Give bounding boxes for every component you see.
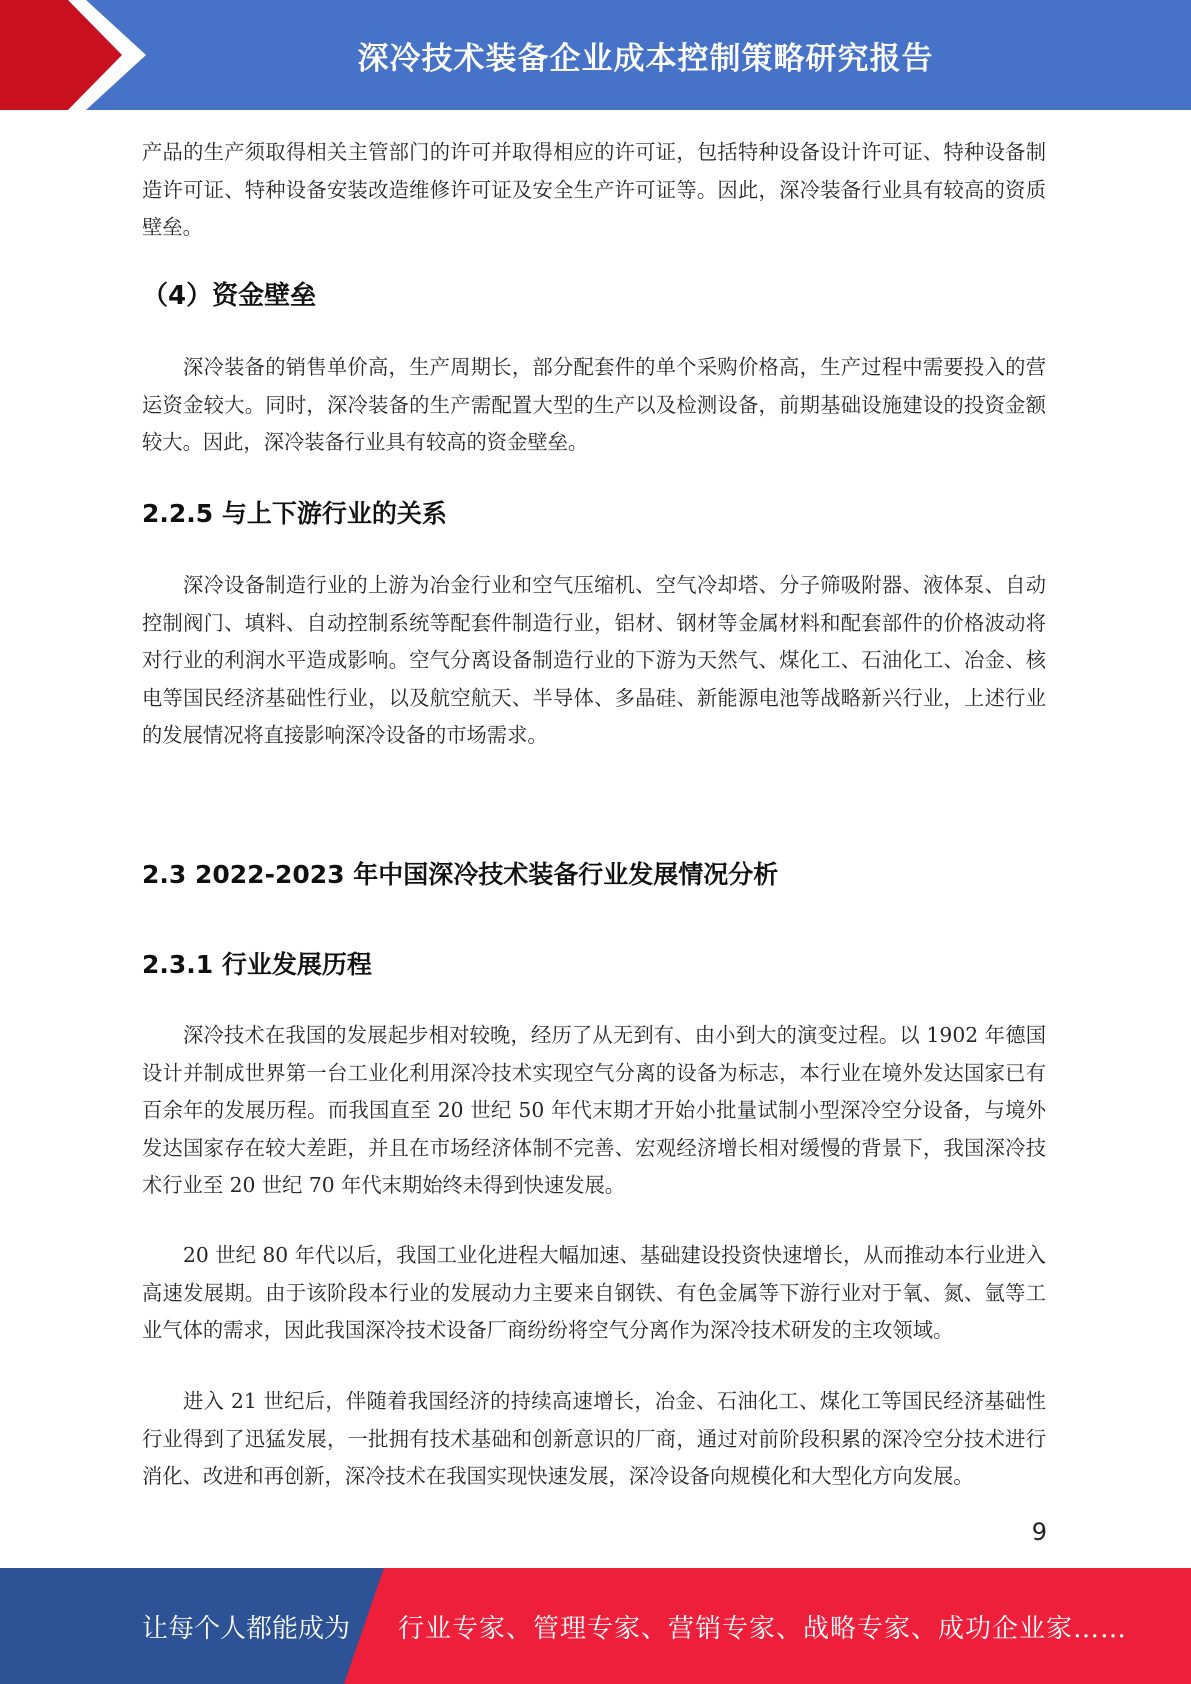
paragraph-qualification-barrier: 产品的生产须取得相关主管部门的许可并取得相应的许可证，包括特种设备设计许可证、特种设备制造许可证、特种设备安装改造维修许可证及安全生产许可证等。因此，深冷装备行业具有较高的资质壁垒。 [142, 140, 1046, 239]
footer-slogan-left: 让每个人都能成为 [142, 1613, 351, 1644]
paragraph-upstream-downstream: 深冷设备制造行业的上游为冶金行业和空气压缩机、空气冷却塔、分子筛吸附器、液体泵、自动控制阀门、填料、自动控制系统等配套件制造行业，铝材、钢材等金属材料和配套部件的价格波动将对行业的利润水平造成影响。空气分离设备制造行业的下游为天然气、煤化工、石油化工、冶金、核电等国民经济基础性行业，以及航空航天、半导体、多晶硅、新能源电池等战略新兴行业，上述行业的发展情况将直接影响深冷设备的市场需求。 [142, 573, 1046, 747]
header-arrow-decoration [0, 0, 160, 110]
paragraph-history-2: 20 世纪 80 年代以后，我国工业化进程大幅加速、基础建设投资快速增长，从而推动本行业进入高速发展期。由于该阶段本行业的发展动力主要来自钢铁、有色金属等下游行业对于氧、氮、氩等工业气体的需求，因此我国深冷技术设备厂商纷纷将空气分离作为深冷技术研发的主攻领域。 [142, 1243, 1046, 1342]
page-number: 9 [1031, 1518, 1047, 1546]
report-title: 深冷技术装备企业成本控制策略研究报告 [357, 40, 934, 77]
page-footer [0, 1568, 1191, 1684]
paragraph-history-1: 深冷技术在我国的发展起步相对较晚，经历了从无到有、由小到大的演变过程。以 1902 年德国设计并制成世界第一台工业化利用深冷技术实现空气分离的设备为标志，本行业在境外发达国家已有百余年的发展历程。而我国直至 20 世纪 50 年代末期才开始小批量试制小型深冷空分设备，与境外发达国家存在较大差距，并且在市场经济体制不完善、宏观经济增长相对缓慢的背景下，我国深冷技术行业至 20 世纪 70 年代末期始终未得到快速发展。 [142, 1023, 1046, 1197]
page-header [0, 0, 1191, 110]
paragraph-capital-barrier: 深冷装备的销售单价高，生产周期长，部分配套件的单个采购价格高，生产过程中需要投入的营运资金较大。同时，深冷装备的生产需配置大型的生产以及检测设备，前期基础设施建设的投资金额较大。因此，深冷装备行业具有较高的资金壁垒。 [142, 355, 1046, 454]
heading-2-3: 2.3 2022-2023 年中国深冷技术装备行业发展情况分析 [142, 860, 779, 889]
footer-slogan-right: 行业专家、管理专家、营销专家、战略专家、成功企业家…… [398, 1613, 1128, 1644]
heading-2-3-1: 2.3.1 行业发展历程 [142, 950, 372, 979]
heading-2-2-5: 2.2.5 与上下游行业的关系 [142, 499, 447, 528]
paragraph-history-3: 进入 21 世纪后，伴随着我国经济的持续高速增长，冶金、石油化工、煤化工等国民经济基础性行业得到了迅猛发展，一批拥有技术基础和创新意识的厂商，通过对前阶段积累的深冷空分技术进行消化、改进和再创新，深冷技术在我国实现快速发展，深冷设备向规模化和大型化方向发展。 [142, 1389, 1046, 1488]
heading-capital-barrier: （4）资金壁垒 [142, 281, 317, 311]
